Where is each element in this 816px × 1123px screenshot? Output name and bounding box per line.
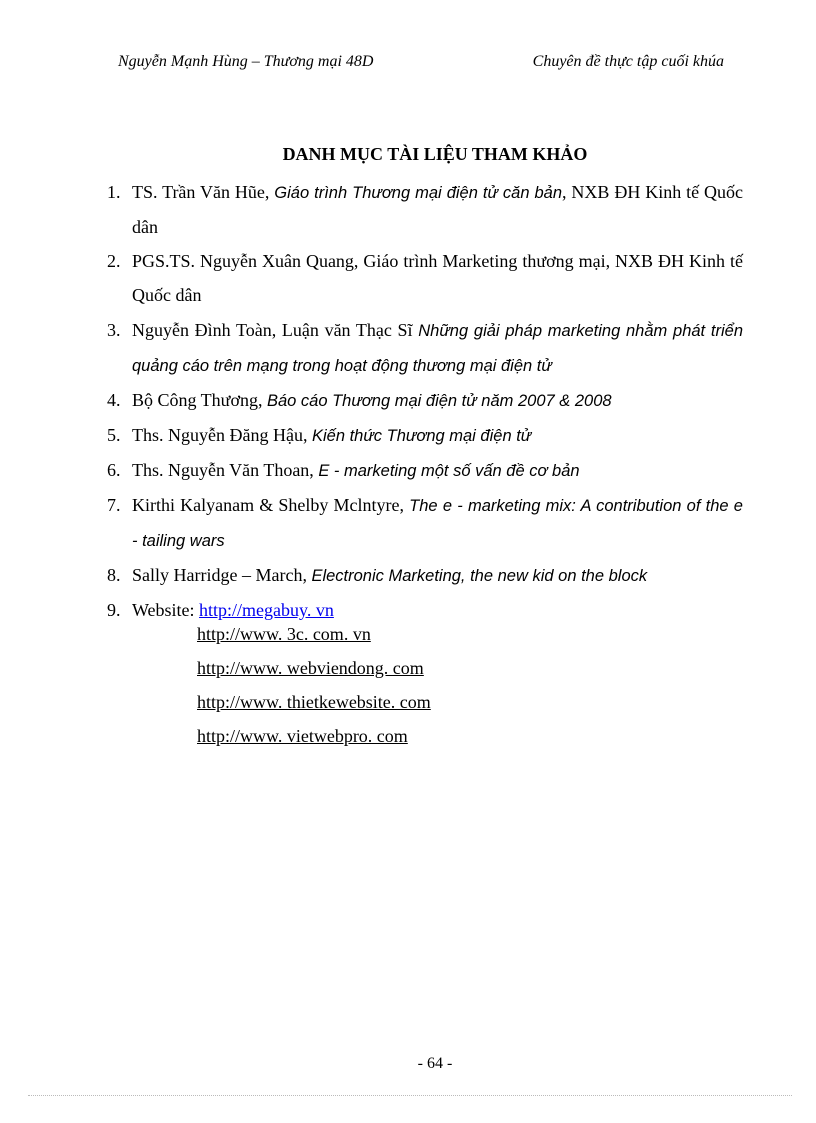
website-link-megabuy[interactable]: http://megabuy. vn	[199, 600, 334, 620]
list-item	[197, 651, 431, 685]
reference-item	[107, 244, 743, 313]
reference-author: Bộ Công Thương,	[132, 390, 267, 410]
reference-item	[107, 453, 743, 488]
reference-list	[107, 175, 743, 627]
reference-number: 4.	[107, 390, 121, 410]
reference-author: PGS.TS. Nguyễn Xuân Quang, Giáo trình Marketing thương mại, NXB ĐH Kinh tế Quốc dân	[132, 251, 743, 305]
website-label: Website:	[132, 600, 200, 620]
reference-work-title: E - marketing một số vấn đề cơ bản	[318, 462, 580, 480]
website-link[interactable]: http://www. vietwebpro. com	[197, 726, 408, 746]
reference-author: Kirthi Kalyanam & Shelby Mclntyre,	[132, 495, 410, 515]
page-number: - 64 -	[417, 1055, 453, 1072]
website-link[interactable]: http://www. 3c. com. vn	[197, 624, 371, 644]
reference-work-title: Giáo trình Thương mại điện tử căn bản	[274, 184, 563, 202]
reference-work-title: Kiến thức Thương mại điện tử	[311, 427, 532, 445]
website-link[interactable]: http://www. thietkewebsite. com	[197, 692, 431, 712]
reference-author: Nguyễn Đình Toàn, Luận văn Thạc Sĩ	[132, 320, 419, 340]
list-item	[197, 617, 431, 651]
reference-work-title: The e - marketing mix: A contribution of the e - tailing wars	[132, 497, 743, 550]
reference-number: 9.	[107, 600, 121, 620]
list-item	[197, 719, 431, 753]
website-link[interactable]: http://www. webviendong. com	[197, 658, 424, 678]
reference-author: Ths. Nguyễn Đăng Hậu,	[132, 425, 312, 445]
reference-number: 2.	[107, 251, 121, 271]
website-link-list	[197, 617, 431, 753]
reference-number: 6.	[107, 460, 121, 480]
reference-item	[107, 558, 743, 593]
header-topic: Chuyên đề thực tập cuối khúa	[532, 53, 724, 70]
reference-publisher: , NXB ĐH Kinh tế Quốc dân	[132, 182, 743, 237]
reference-number: 1.	[107, 182, 121, 202]
reference-work-title: Electronic Marketing, the new kid on the block	[311, 567, 648, 585]
reference-item	[107, 418, 743, 453]
reference-number: 5.	[107, 425, 121, 445]
list-item	[197, 685, 431, 719]
page-break-divider	[28, 1095, 792, 1096]
page-title: DANH MỤC TÀI LIỆU THAM KHẢO	[282, 144, 588, 164]
reference-author: Ths. Nguyễn Văn Thoan,	[132, 460, 319, 480]
header-author: Nguyễn Mạnh Hùng – Thương mại 48D	[118, 53, 374, 70]
reference-author: TS. Trần Văn Hũe,	[132, 182, 275, 202]
reference-number: 8.	[107, 565, 121, 585]
reference-item	[107, 383, 743, 418]
reference-number: 7.	[107, 495, 121, 515]
reference-work-title: Những giải pháp marketing nhằm phát triển quảng cáo trên mạng trong hoạt động thương mại điện tử	[132, 322, 743, 375]
reference-work-title: Báo cáo Thương mại điện tử năm 2007 & 2008	[266, 392, 612, 410]
reference-number: 3.	[107, 320, 121, 340]
reference-item	[107, 488, 743, 558]
reference-author: Sally Harridge – March,	[132, 565, 312, 585]
reference-item	[107, 313, 743, 383]
reference-item	[107, 175, 743, 244]
